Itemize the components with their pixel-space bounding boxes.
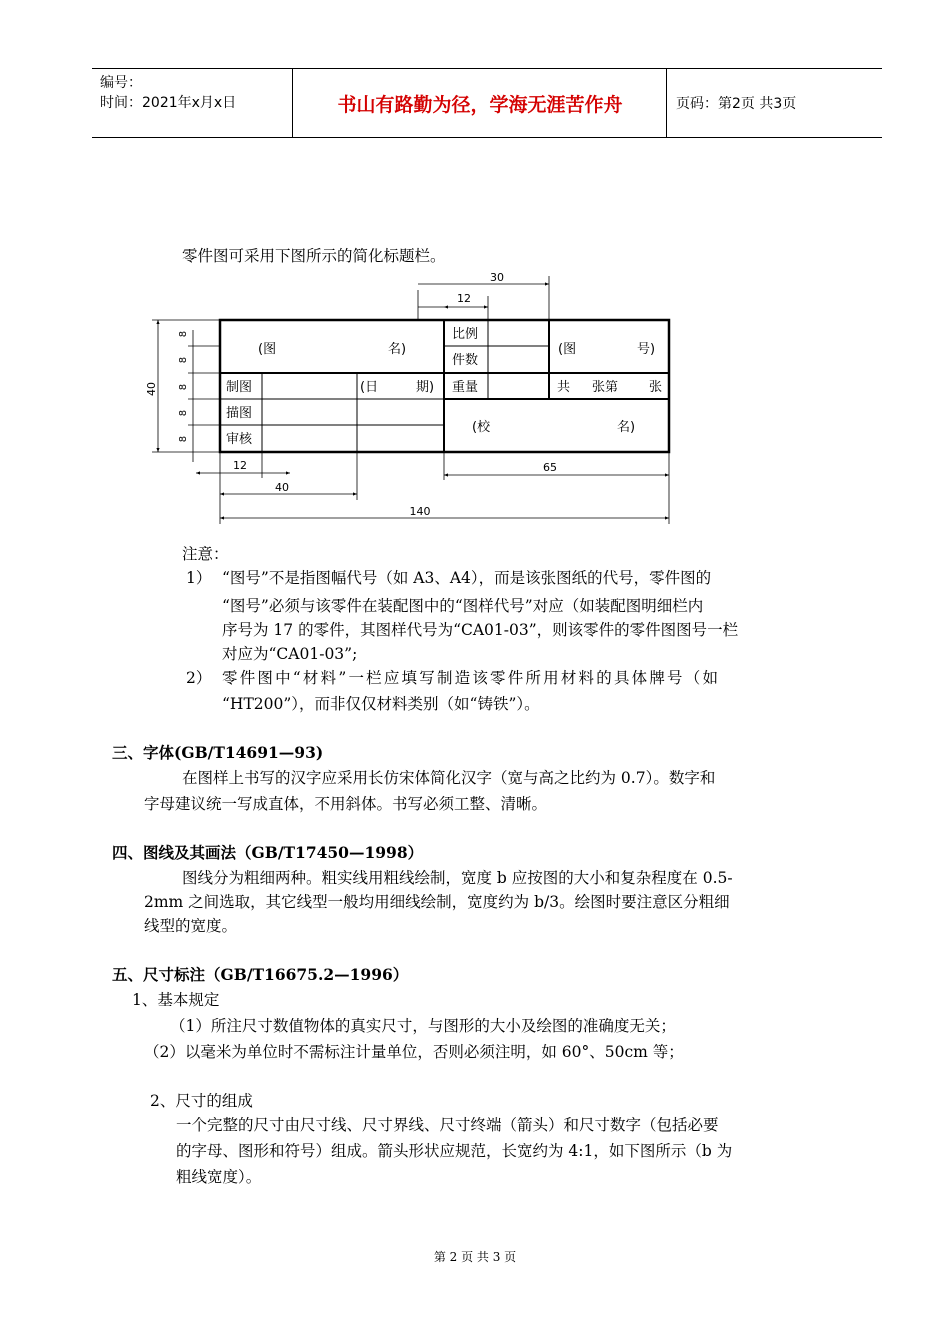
- cell-name-right: 名): [388, 342, 407, 357]
- dim-8: 8: [178, 409, 189, 417]
- dim-8: 8: [178, 356, 189, 364]
- cell-ratio: 比例: [452, 327, 479, 342]
- section-5-subtitle-1: 1、基本规定: [132, 991, 220, 1009]
- dim-140: 140: [409, 505, 431, 518]
- dim-8: 8: [178, 435, 189, 443]
- dim-8: 8: [178, 383, 189, 391]
- section-5-line: 的字母、图形和符号）组成。箭头形状应规范，长宽约为 4:1，如下图所示（b 为: [176, 1142, 733, 1160]
- bottom-dimension-lines: [196, 452, 669, 524]
- note-1-line: “图号”必须与该零件在装配图中的“图样代号”对应（如装配图明细栏内: [222, 597, 704, 615]
- title-block-diagram: [0, 0, 950, 540]
- rule-item-1: （1）所注尺寸数值物体的真实尺寸，与图形的大小及绘图的准确度无关；: [170, 1017, 676, 1035]
- note-2-line: “HT200”），而非仅仅材料类别（如“铸铁”）。: [222, 695, 540, 713]
- dim-40-bottom: 40: [275, 481, 289, 494]
- dim-40-side: 40: [145, 382, 158, 396]
- note-1-line: 序号为 17 的零件，其图样代号为“CA01-03”，则该零件的零件图图号一栏: [222, 621, 739, 639]
- cell-date-right: 期): [416, 380, 435, 395]
- cell-sheets-c: 张: [649, 380, 663, 395]
- dim-12-top: 12: [457, 292, 471, 305]
- serial-label: 编号：: [100, 75, 142, 91]
- cell-dwgno-right: 号): [637, 342, 656, 357]
- section-3-title: 三、字体(GB/T14691—93): [112, 743, 324, 762]
- time-label: 时间：2021年x月x日: [100, 95, 237, 111]
- section-3-line: 在图样上书写的汉字应采用长仿宋体简化汉字（宽与高之比约为 0.7）。数字和: [182, 769, 716, 787]
- section-5-line: 一个完整的尺寸由尺寸线、尺寸界线、尺寸终端（箭头）和尺寸数字（包括必要: [176, 1116, 719, 1134]
- cell-weight: 重量: [452, 380, 479, 395]
- cell-qty: 件数: [452, 353, 479, 368]
- cell-sheets-a: 共: [557, 380, 571, 395]
- section-4-line: 线型的宽度。: [144, 917, 238, 935]
- section-4-line: 图线分为粗细两种。粗实线用粗线绘制，宽度 b 应按图的大小和复杂程度在 0.5-: [182, 869, 733, 887]
- cell-school-right: 名): [617, 420, 636, 435]
- notes-title: 注意：: [182, 545, 229, 563]
- section-5-title: 五、尺寸标注（GB/T16675.2—1996）: [112, 965, 409, 984]
- title-block-thin-lines: [220, 320, 549, 452]
- header-motto: 书山有路勤为径，学海无涯苦作舟: [337, 93, 623, 116]
- header-page-info: 页码：第2页 共3页: [676, 96, 797, 112]
- note-1-line: 对应为“CA01-03”;: [222, 645, 358, 663]
- dim-65: 65: [543, 461, 557, 474]
- cell-dwgno-left: (图: [558, 342, 577, 357]
- section-3-line: 字母建议统一写成直体，不用斜体。书写必须工整、清晰。: [144, 795, 548, 813]
- page-footer: 第 2 页 共 3 页: [433, 1250, 517, 1264]
- cell-trace: 描图: [226, 406, 253, 421]
- cell-name-left: (图: [258, 342, 277, 357]
- cell-date-left: (日: [360, 380, 379, 395]
- note-2-number: 2）: [186, 669, 212, 687]
- dim-8: 8: [178, 330, 189, 338]
- intro-text: 零件图可采用下图所示的简化标题栏。: [182, 247, 446, 265]
- cell-review: 审核: [226, 432, 253, 447]
- rule-item-2: （2）以毫米为单位时不需标注计量单位，否则必须注明，如 60°、50cm 等；: [144, 1043, 684, 1061]
- cell-school-left: (校: [472, 420, 491, 435]
- note-1-number: 1）: [186, 569, 212, 587]
- cell-sheets-b: 张第: [592, 380, 619, 395]
- section-4-line: 2mm 之间选取，其它线型一般均用细线绘制，宽度约为 b/3。绘图时要注意区分粗细: [144, 893, 730, 911]
- top-dimension-lines: [418, 276, 549, 320]
- note-2-line: 零件图中“材料”一栏应填写制造该零件所用材料的具体牌号（如: [222, 669, 721, 687]
- cell-draw: 制图: [226, 380, 253, 395]
- section-5-line: 粗线宽度）。: [176, 1168, 262, 1186]
- dim-12-bottom: 12: [233, 459, 247, 472]
- note-1-line: “图号”不是指图幅代号（如 A3、A4），而是该张图纸的代号，零件图的: [222, 569, 712, 587]
- section-4-title: 四、图线及其画法（GB/T17450—1998）: [112, 843, 424, 862]
- dim-30: 30: [490, 271, 504, 284]
- section-5-subtitle-2: 2、尺寸的组成: [150, 1092, 253, 1110]
